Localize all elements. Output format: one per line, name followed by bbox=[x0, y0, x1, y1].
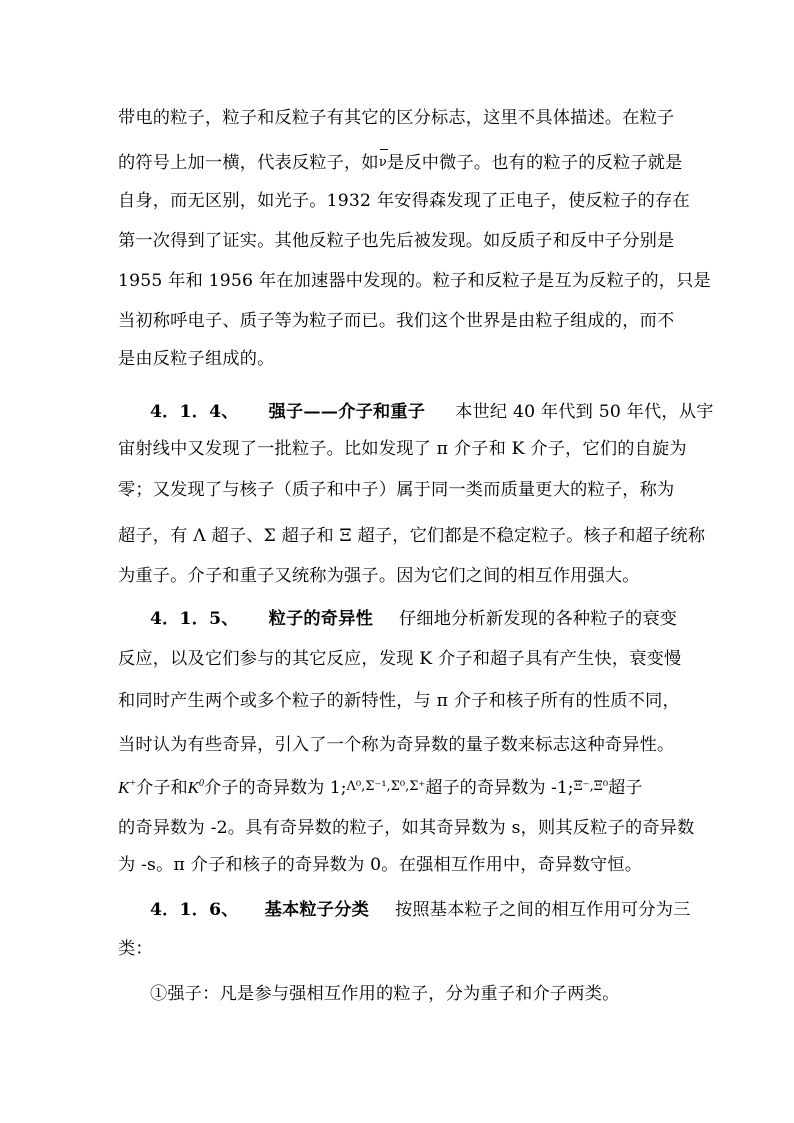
text-fragment: 的符号上加一横，代表反粒子，如 bbox=[118, 153, 379, 173]
xi-symbols: Ξ⁻,Ξ⁰ bbox=[573, 779, 609, 794]
text-fragment: 介子和 bbox=[136, 778, 188, 798]
paragraph-line: 当时认为有些奇异，引入了一个称为奇异数的量子数来标志这种奇异性。 bbox=[118, 735, 675, 755]
paragraph-line: 为 -s。π 介子和核子的奇异数为 0。在强相互作用中，奇异数守恒。 bbox=[118, 855, 643, 875]
paragraph-line: 为重子。介子和重子又统称为强子。因为它们之间的相互作用强大。 bbox=[118, 566, 640, 586]
text-fragment: 介子的奇异数为 1; bbox=[204, 778, 347, 798]
section-title: 强子——介子和重子 bbox=[268, 402, 426, 422]
paragraph-line: 当初称呼电子、质子等为粒子而已。我们这个世界是由粒子组成的，而不 bbox=[118, 311, 675, 331]
section-number: 4．1．6、 bbox=[150, 900, 239, 920]
hyperon-symbols: Λ⁰,Σ⁻¹,Σ⁰,Σ⁺ bbox=[346, 779, 426, 794]
paragraph-line: 带电的粒子，粒子和反粒子有其它的区分标志，这里不具体描述。在粒子 bbox=[118, 108, 675, 128]
paragraph-line: 零；又发现了与核子（质子和中子）属于同一类而质量更大的粒子，称为 bbox=[118, 480, 675, 500]
section-number: 4．1．5、 bbox=[150, 609, 239, 629]
antineutrino-symbol bbox=[379, 151, 387, 175]
paragraph-line: 宙射线中又发现了一批粒子。比如发现了 π 介子和 K 介子，它们的自旋为 bbox=[118, 439, 687, 459]
text-fragment: 超子 bbox=[608, 778, 643, 798]
paragraph-line: 反应，以及它们参与的其它反应，发现 K 介子和超子具有产生快，衰变慢 bbox=[118, 649, 682, 669]
paragraph-line: 超子，有 Λ 超子、Σ 超子和 Ξ 超子，它们都是不稳定粒子。核子和超子统称 bbox=[118, 526, 706, 546]
section-number: 4．1．4、 bbox=[150, 402, 239, 422]
list-item: ①强子：凡是参与强相互作用的粒子，分为重子和介子两类。 bbox=[150, 984, 620, 1004]
paragraph-line: 和同时产生两个或多个粒子的新特性，与 π 介子和核子所有的性质不同， bbox=[118, 691, 680, 711]
overline bbox=[380, 149, 388, 150]
paragraph-line: 自身，而无区别，如光子。1932 年安得森发现了正电子，使反粒子的存在 bbox=[118, 191, 690, 211]
paragraph-line: 是由反粒子组成的。 bbox=[118, 349, 275, 369]
text-fragment: 按照基本粒子之间的相互作用可分为三 bbox=[394, 900, 691, 920]
text-fragment: 本世纪 40 年代到 50 年代，从宇 bbox=[455, 402, 714, 422]
paragraph-line: 第一次得到了证实。其他反粒子也先后被发现。如反质子和反中子分别是 bbox=[118, 231, 675, 251]
paragraph-line bbox=[118, 775, 642, 799]
nu-glyph: ν bbox=[378, 155, 387, 170]
text-fragment: 仔细地分析新发现的各种粒子的衰变 bbox=[398, 609, 678, 629]
text-fragment: 是反中微子。也有的粒子的反粒子就是 bbox=[386, 153, 683, 173]
paragraph-line: 的奇异数为 -2。具有奇异数的粒子，如其奇异数为 s，则其反粒子的奇异数 bbox=[118, 818, 695, 838]
text-fragment: 超子的奇异数为 -1; bbox=[425, 778, 574, 798]
paragraph-line bbox=[118, 151, 683, 175]
section-heading-line bbox=[150, 400, 714, 424]
kaon-zero-symbol: $K^0$ bbox=[187, 778, 205, 797]
kaon-plus-symbol: K+ bbox=[118, 778, 137, 797]
paragraph-line: 1955 年和 1956 年在加速器中发现的。粒子和反粒子是互为反粒子的，只是 bbox=[118, 271, 711, 291]
paragraph-line: 类： bbox=[118, 939, 153, 959]
section-heading-line bbox=[150, 898, 691, 922]
section-title: 粒子的奇异性 bbox=[268, 609, 373, 629]
section-title: 基本粒子分类 bbox=[264, 900, 369, 920]
section-heading-line bbox=[150, 607, 677, 631]
